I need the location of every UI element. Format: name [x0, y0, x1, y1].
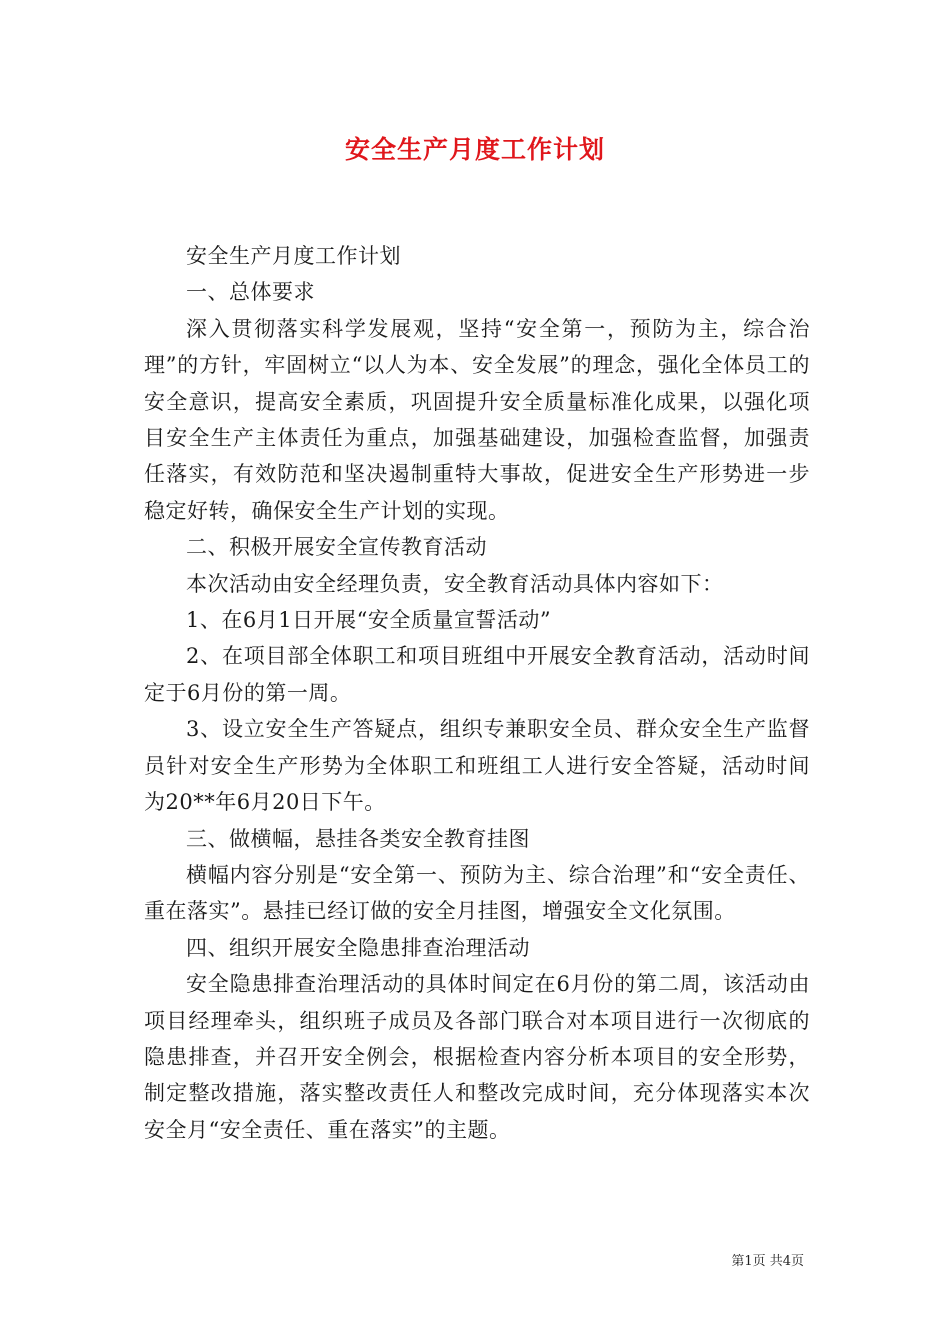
heading-general-requirements: 一、总体要求 — [186, 280, 315, 305]
list-item-2: 2、在项目部全体职工和项目班组中开展安全教育活动，活动时间定于6月份的第一周。 — [144, 644, 810, 705]
page-footer: 第1页 共4页 — [731, 1254, 804, 1269]
paragraph-education-intro: 本次活动由安全经理负责，安全教育活动具体内容如下： — [186, 571, 724, 596]
heading-hazard-inspection: 四、组织开展安全隐患排查治理活动 — [186, 935, 530, 960]
heading-banners: 三、做横幅，悬挂各类安全教育挂图 — [186, 826, 530, 851]
document-body — [144, 238, 810, 1148]
paragraph-banners: 横幅内容分别是“安全第一、预防为主、综合治理”和“安全责任、重在落实”。悬挂已经订做的安全月挂图，增强安全文化氛围。 — [144, 862, 810, 924]
paragraph-general-requirements: 深入贯彻落实科学发展观，坚持“安全第一，预防为主，综合治理”的方针，牢固树立“以人为本、安全发展”的理念，强化全体员工的安全意识，提高安全素质，巩固提升安全质量标准化成果，以强化项目安全生产主体责任为重点，加强基础建设，加强检查监督，加强责任落实，有效防范和坚决遏制重特大事故，促进安全生产形势进一步稳定好转，确保安全生产计划的实现。 — [144, 316, 810, 523]
document-title: 安全生产月度工作计划 — [344, 135, 605, 164]
paragraph-hazard-inspection: 安全隐患排查治理活动的具体时间定在6月份的第二周，该活动由项目经理牵头，组织班子成员及各部门联合对本项目进行一次彻底的隐患排查，并召开安全例会，根据检查内容分析本项目的安全形势，制定整改措施，落实整改责任人和整改完成时间，充分体现落实本次安全月“安全责任、重在落实”的主题。 — [144, 972, 810, 1142]
paragraph-subtitle: 安全生产月度工作计划 — [186, 244, 401, 268]
heading-education-activities: 二、积极开展安全宣传教育活动 — [186, 535, 487, 560]
list-item-3: 3、设立安全生产答疑点，组织专兼职安全员、群众安全生产监督员针对安全生产形势为全体职工和班组工人进行安全答疑，活动时间为20**年6月20日下午。 — [144, 717, 810, 815]
list-item-1: 1、在6月1日开展“安全质量宣誓活动” — [186, 608, 552, 633]
